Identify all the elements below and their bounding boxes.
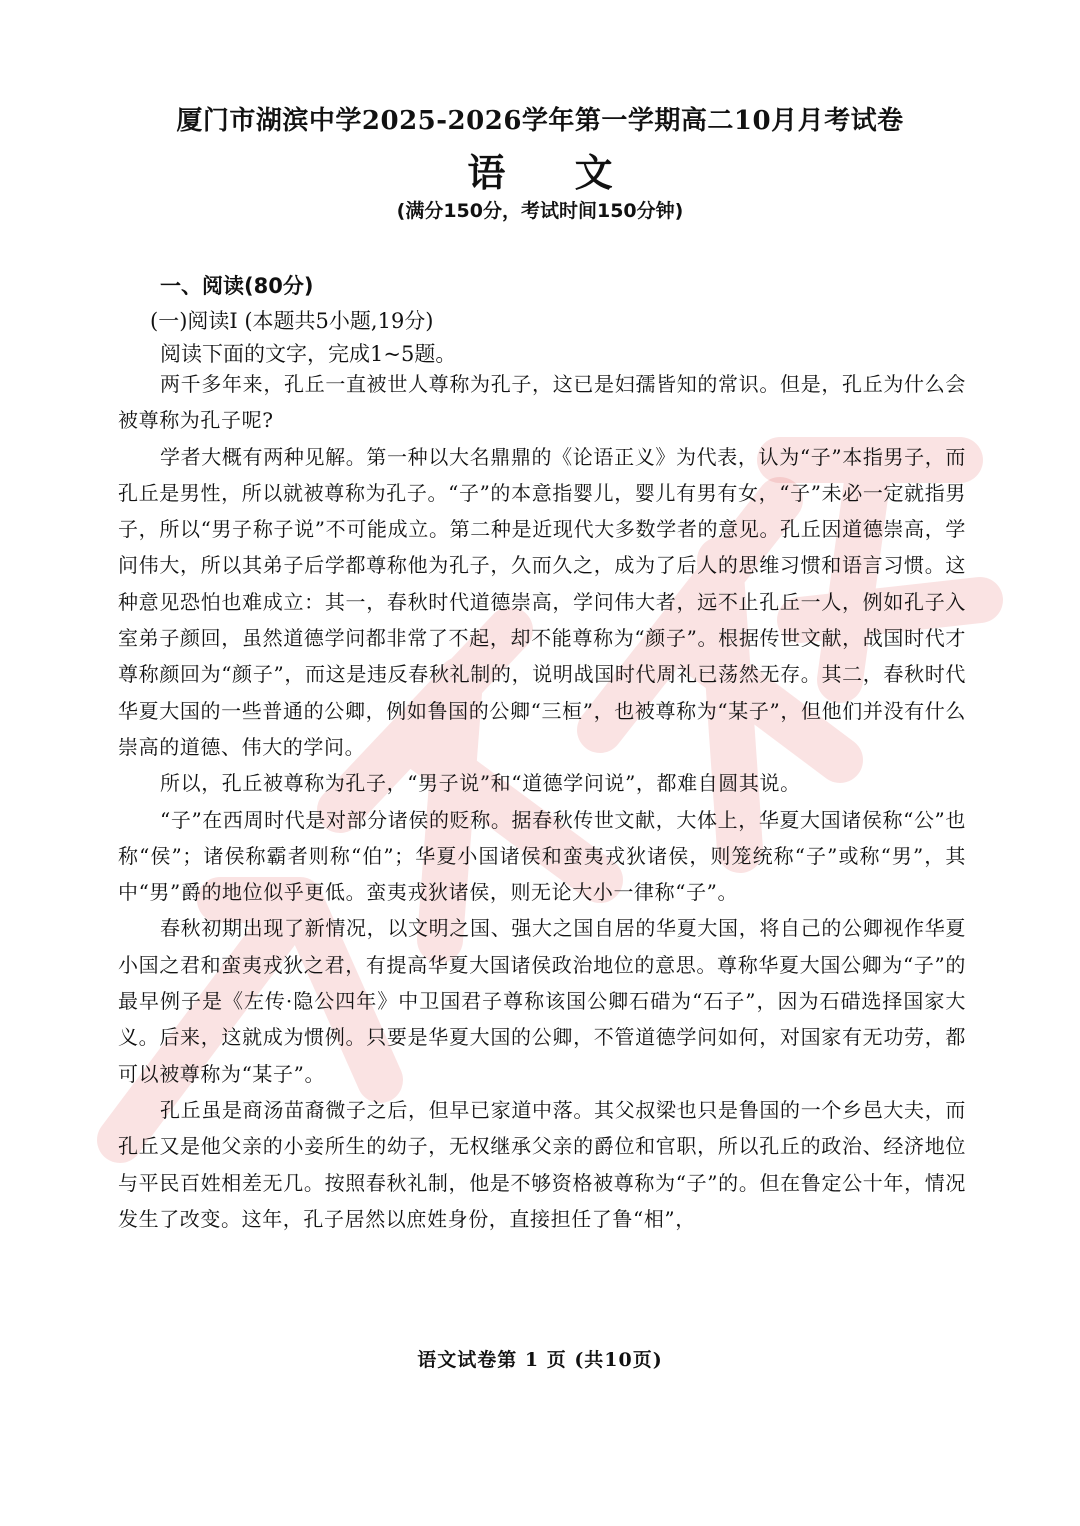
reading-passage — [118, 366, 966, 1237]
passage-paragraph: 春秋初期出现了新情况，以文明之国、强大之国自居的华夏大国，将自己的公卿视作华夏小国之君和蛮夷戎狄之君，有提高华夏大国诸侯政治地位的意思。尊称华夏大国公卿为“子”的最早例子是《左传·隐公四年》中卫国君子尊称该国公卿石碏为“石子”，因为石碏选择国家大义。后来，这就成为惯例。只要是华夏大国的公卿，不管道德学问如何，对国家有无功劳，都可以被尊称为“某子”。 — [118, 916, 966, 1086]
page-footer: 语文试卷第 1 页 (共10页) — [417, 1349, 663, 1371]
passage-paragraph: “子”在西周时代是对部分诸侯的贬称。据春秋传世文献，大体上，华夏大国诸侯称“公”也称“侯”；诸侯称霸者则称“伯”；华夏小国诸侯和蛮夷戎狄诸侯，则笼统称“子”或称“男”，其中“男”爵的地位似乎更低。蛮夷戎狄诸侯，则无论大小一律称“子”。 — [118, 807, 966, 905]
subject-title: 语 文 — [467, 150, 641, 195]
subsection-title: (一)阅读Ⅰ (本题共5小题,19分) — [150, 309, 434, 333]
passage-paragraph: 学者大概有两种见解。第一种以大名鼎鼎的《论语正义》为代表，认为“子”本指男子，而孔丘是男性，所以就被尊称为孔子。“子”的本意指婴儿，婴儿有男有女，“子”未必一定就指男子，所以“男子称子说”不可能成立。第二种是近现代大多数学者的意见。孔丘因道德崇高，学问伟大，所以其弟子后学都尊称他为孔子，久而久之，成为了后人的思维习惯和语言习惯。这种意见恐怕也难成立：其一，春秋时代道德崇高，学问伟大者，远不止孔丘一人，例如孔子入室弟子颜回，虽然道德学问都非常了不起，却不能尊称为“颜子”。根据传世文献，战国时代才尊称颜回为“颜子”，而这是违反春秋礼制的，说明战国时代周礼已荡然无存。其二，春秋时代华夏大国的一些普通的公卿，例如鲁国的公卿“三桓”，也被尊称为“某子”，但他们并没有什么崇高的道德、伟大的学问。 — [118, 444, 966, 759]
exam-title: 厦门市湖滨中学2025-2026学年第一学期高二10月月考试卷 — [176, 106, 904, 136]
passage-paragraph: 孔丘虽是商汤苗裔微子之后，但早已家道中落。其父叔梁也只是鲁国的一个乡邑大夫，而孔丘又是他父亲的小妾所生的幼子，无权继承父亲的爵位和官职，所以孔丘的政治、经济地位与平民百姓相差无几。按照春秋礼制，他是不够资格被尊称为“子”的。但在鲁定公十年，情况发生了改变。这年，孔子居然以庶姓身份，直接担任了鲁“相”， — [118, 1097, 966, 1231]
reading-instruction: 阅读下面的文字，完成1~5题。 — [160, 342, 457, 366]
passage-paragraph: 所以，孔丘被尊称为孔子，“男子说”和“道德学问说”，都难自圆其说。 — [160, 771, 801, 796]
passage-paragraph: 两千多年来，孔丘一直被世人尊称为孔子，这已是妇孺皆知的常识。但是，孔丘为什么会被尊称为孔子呢? — [118, 372, 966, 433]
section-title: 一、阅读(80分) — [160, 274, 314, 298]
exam-meta: (满分150分，考试时间150分钟) — [396, 200, 684, 222]
